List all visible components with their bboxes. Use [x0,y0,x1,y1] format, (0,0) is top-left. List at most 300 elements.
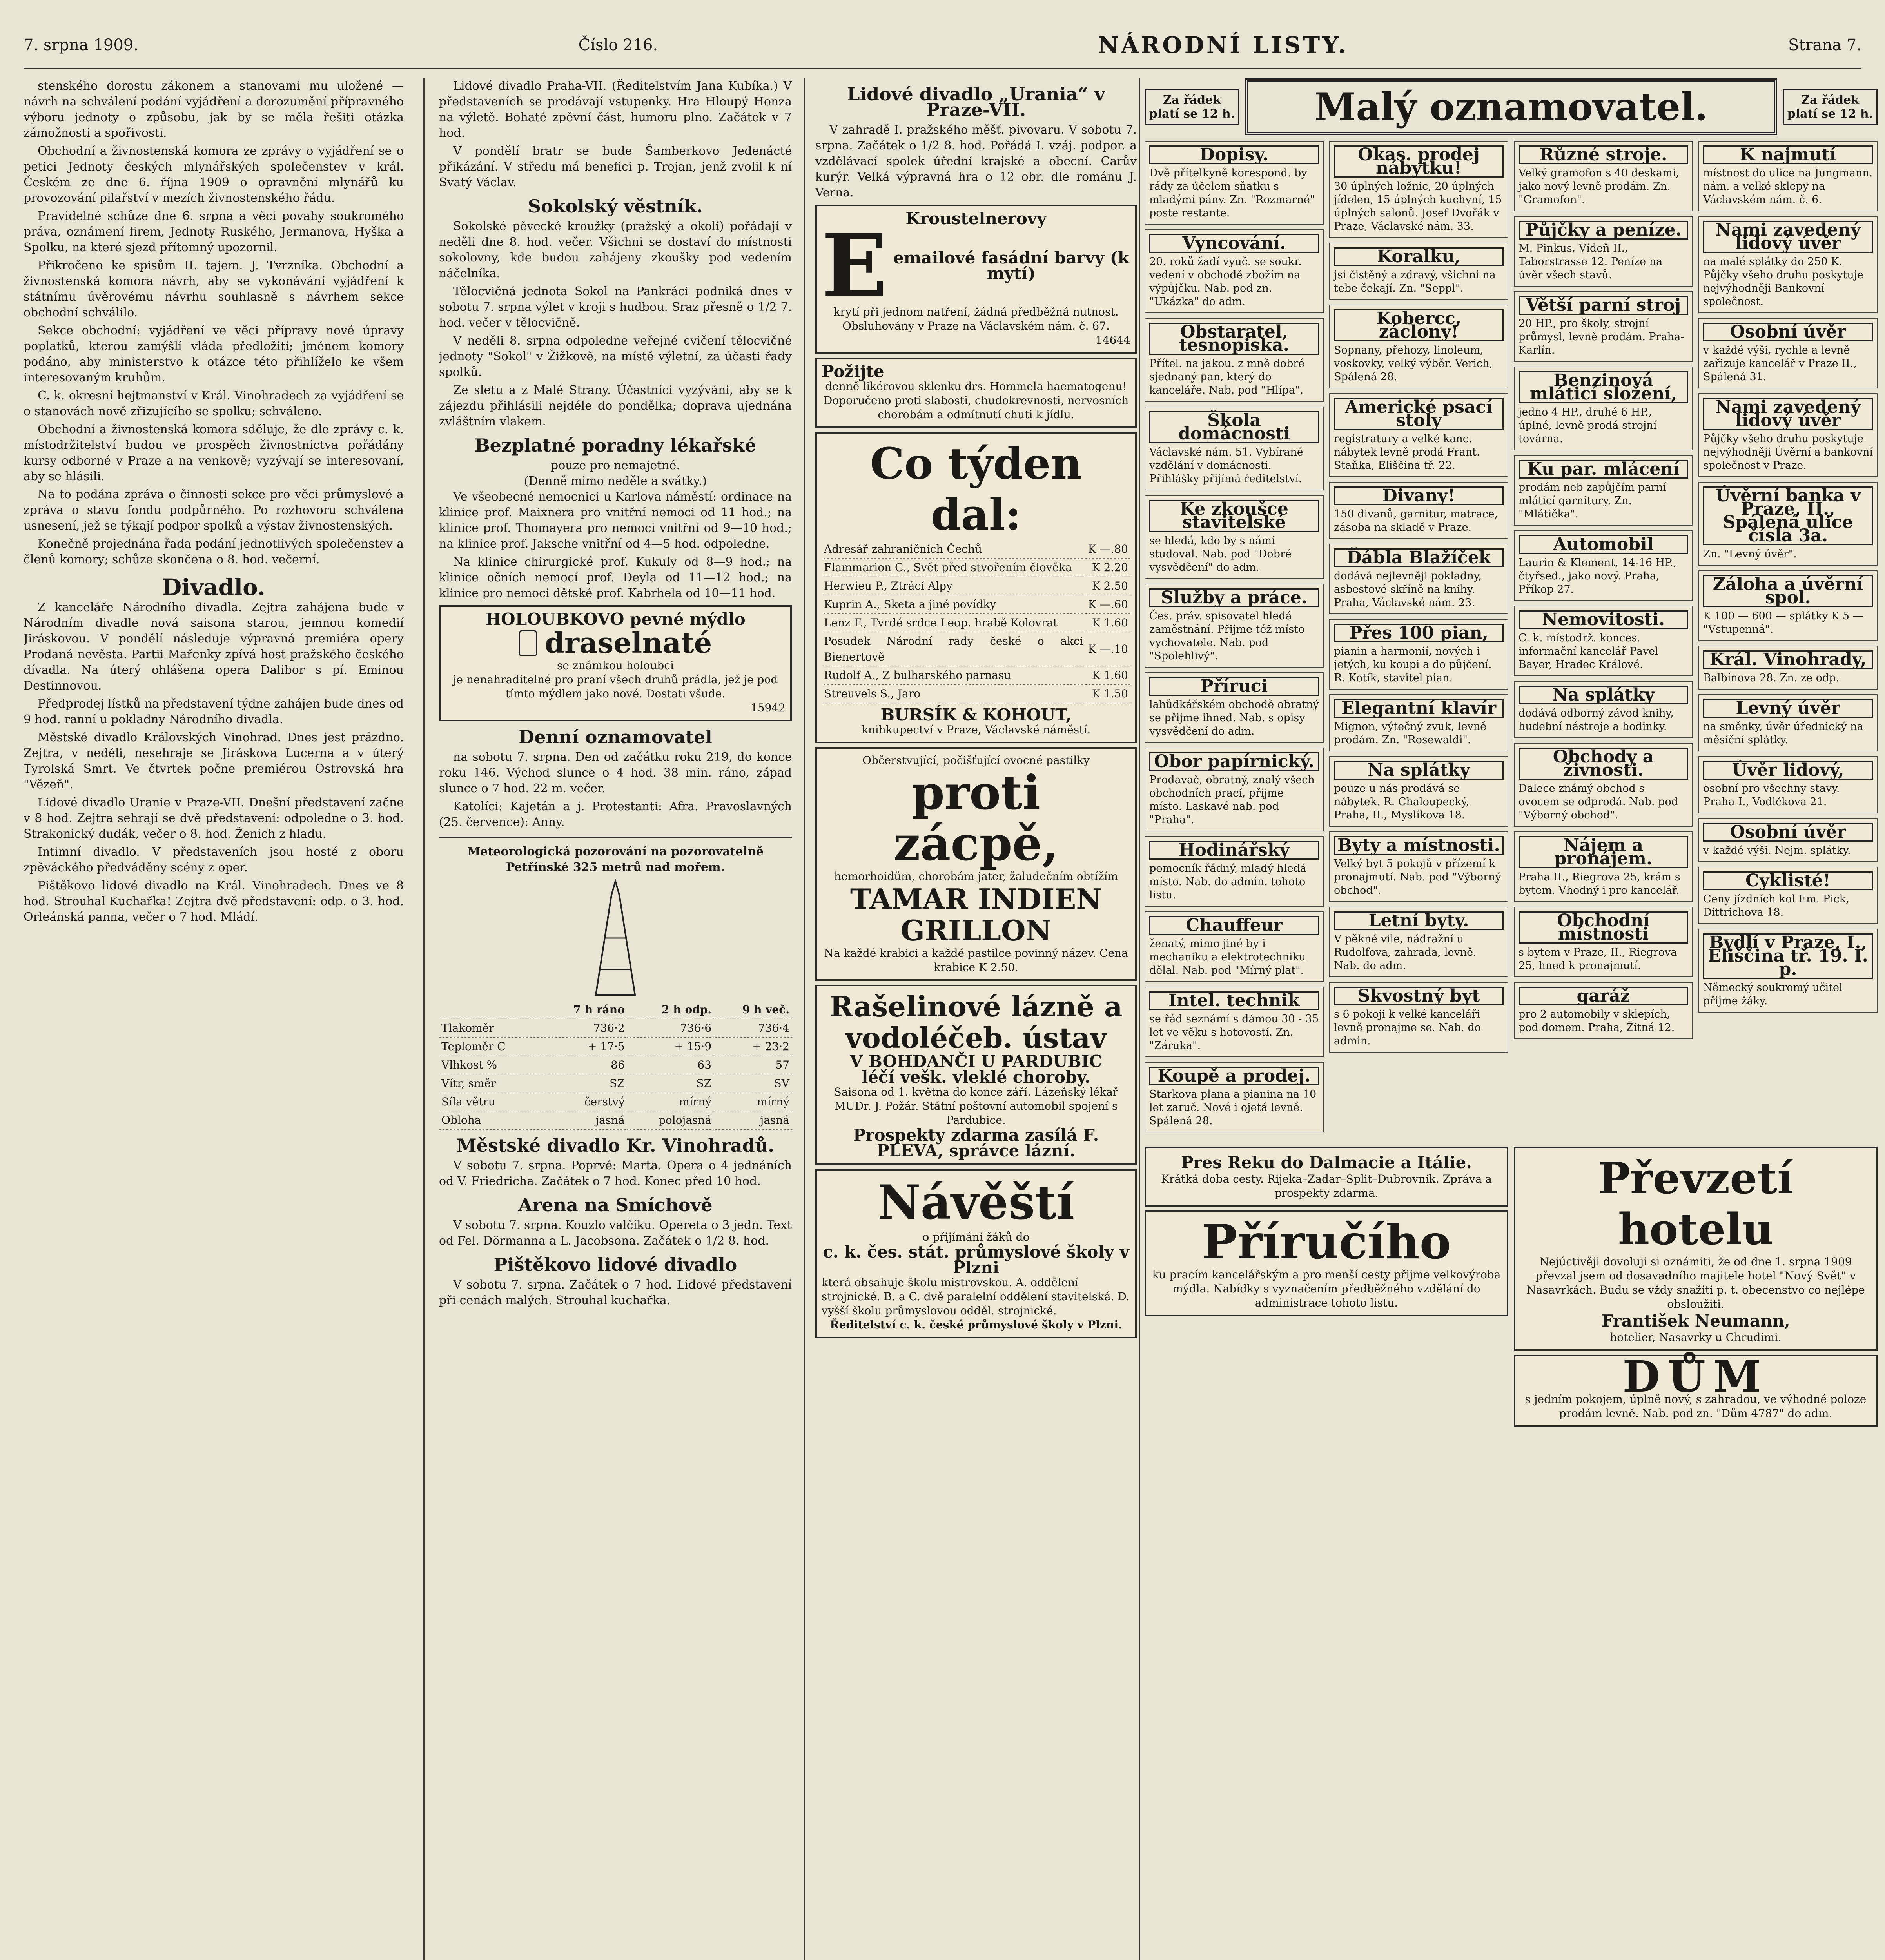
classified-text: Německý soukromý učitel přijme žáky. [1703,982,1843,1007]
classified-heading: Intel. technik [1149,991,1319,1010]
classified-text: jsi čistěný a zdravý, všichni na tebe čekají. Zn. "Seppl". [1334,269,1496,294]
classified-ad [1514,455,1693,526]
news-block [24,78,404,568]
classified-text: osobní pro všechny stavy. Praha I., Vodičkova 21. [1703,782,1840,808]
tamar-foot: Na každé krabici a každé pastilce povinný název. Cena krabice K 2.50. [824,947,1128,974]
classified-ad [1329,393,1508,477]
classified-ad [1698,929,1878,1013]
classified-text: Sopnany, přehozy, linoleum, voskovky, velký výběr. Verich, Spálená 28. [1334,344,1493,383]
classified-heading: Osobní úvěr [1703,323,1873,341]
classified-heading: Služby a práce. [1149,588,1319,607]
classified-ad [1329,141,1508,238]
classified-ad [1145,1062,1324,1132]
classified-ad [1329,907,1508,977]
table-cell: čerstvý [542,1093,627,1111]
classified-text: s 6 pokoji k velké kanceláři levně pronajme se. Nab. do admin. [1334,1008,1481,1047]
column-4-classifieds [1145,78,1878,1960]
paragraph: Předprodej lístků na představení týdne zahájen bude dnes od 9 hod. ranní u pokladny Národního divadla. [24,697,404,726]
classified-ad [1514,141,1693,211]
price-box-left: Za řádek platí se 12 h. [1145,89,1239,125]
table-cell: 736·6 [627,1019,714,1038]
table-row [439,1111,792,1130]
classified-heading: Letní byty. [1334,911,1504,930]
ad-code: 15942 [750,701,786,714]
letter-e-icon: E [822,215,887,316]
table-header-cell [439,1001,542,1019]
classified-ad [1514,291,1693,362]
column-rule [1139,78,1140,1960]
paragraph: na sobotu 7. srpna. Den od začátku roku 219, do konce roku 146. Východ slunce o 4 hod. 38 min. ráno, západ slunce o 7 hod. 22 m. večer. [439,750,792,795]
book-price: K 2.50 [1086,577,1130,595]
ad-code: 14644 [1095,334,1130,347]
paragraph: Tělocvičná jednota Sokol na Pankráci podniká dnes v sobotu 7. srpna výlet v kroji s hudbou. Sraz přesně o 1/2 7. hod. večer v tělocvičně. [439,285,792,330]
classified-text: Přítel. na jakou. z mně dobré sjednaný pan, který do kanceláře. Nab. pod "Hlípa". [1149,358,1305,396]
vinohrady-theatre-text: V sobotu 7. srpna. Poprvé: Marta. Opera o 4 jednáních od V. Friedricha. Začátek o 7 hod. Konec před 10 hod. [439,1159,792,1188]
bursik-heading: BURSÍK & KOHOUT, [880,705,1072,724]
divider [439,837,792,838]
table-row [439,1019,792,1038]
section-heading-pistek: Pištěkovo lidové divadlo [493,1254,737,1275]
column-2 [439,78,792,1960]
classified-text: C. k. místodrž. konces. informační kancelář Pavel Bayer, Hradec Králové. [1519,632,1658,671]
table-cell: SZ [627,1074,714,1093]
table-row [822,614,1130,632]
classified-heading: Na splátky [1334,761,1504,780]
dum-body: s jedním pokojem, úplně nový, s zahradou, ve výhodné poloze prodám levně. Nab. pod zn. "Dům 4787" do adm. [1525,1393,1867,1420]
classified-heading: Úvěrní banka v Praze, II., Spálená ulice čísla 3a. [1703,486,1873,545]
table-cell: SV [714,1074,792,1093]
classified-heading: Levný úvěr [1703,699,1873,718]
classified-heading: Půjčky a peníze. [1519,221,1688,240]
classified-ad [1329,831,1508,902]
classified-ad [1145,318,1324,402]
book-title: Posudek Národní rady české o akci Bienertově [822,632,1086,666]
classified-text: Václavské nám. 51. Vybírané vzdělání v domácnosti. Přihlášky přijímá ředitelství. [1149,446,1303,485]
paragraph: Na klinice chirurgické prof. Kukuly od 8—9 hod.; na klinice očních nemocí prof. Deyla od 11—12 hod.; na klinice pro nemoci dětské prof. Kabrhela od 10—11 hod. [439,555,792,600]
table-cell: Teploměr C [439,1038,542,1056]
classified-ad [1698,393,1878,477]
prirucni-ad [1145,1210,1508,1316]
classified-ad [1145,141,1324,225]
classified-ad [1329,482,1508,539]
classified-text: na malé splátky do 250 K. Půjčky všeho druhu poskytuje nejvýhodněji Bankovní společnost. [1703,256,1864,308]
navesti-sub: o přijímání žáků do [922,1230,1030,1243]
tamar-mid: hemorhoidům, chorobám jater, žaludečním obtížím [834,870,1118,883]
classified-text: lahůdkářském obchodě obratný se přijme ihned. Nab. s opisy vysvědčení do adm. [1149,699,1319,737]
table-cell: mírný [627,1093,714,1111]
lazne-ad [815,985,1137,1165]
classified-ad [1329,544,1508,614]
book-title: Lenz F., Tvrdé srdce Leop. hrabě Kolovrat [822,614,1086,632]
classified-text: pomocník řádný, mladý hledá místo. Nab. do admin. tohoto listu. [1149,862,1306,901]
paragraph: C. k. okresní hejtmanství v Král. Vinohradech za vyjádření se o stanovách nově zřizujícího se spolku; schváleno. [24,389,404,418]
classified-ad [1698,818,1878,862]
paragraph: V pondělí bratr se bude Šamberkovo Jedenácté přikázání. V středu má benefici p. Trojan, jenž zvolil k ní Svatý Václav. [439,144,792,189]
classified-text: jedno 4 HP., druhé 6 HP., úplné, levně prodá strojní továrna. [1519,406,1657,445]
classified-heading: Obstaratel, tesnopiska. [1149,323,1319,355]
classified-ad [1145,407,1324,490]
classified-ad [1698,570,1878,641]
table-cell: jasná [542,1111,627,1130]
section-heading-vinohrady-theatre: Městské divadlo Kr. Vinohradů. [456,1135,775,1156]
table-header-cell: 9 h več. [714,1001,792,1019]
table-row [439,1038,792,1056]
table-header-row [439,1001,792,1019]
dove-logo-icon [519,630,537,656]
navesti-body: která obsahuje školu mistrovskou. A. oddělení strojnické. B. a C. dvě paralelní oddělení stavitelská. D. vyšší školu průmyslovou odděl. strojnické. [822,1276,1130,1317]
classified-heading: Na splátky [1519,686,1688,704]
price-box-right: Za řádek platí se 12 h. [1783,89,1878,125]
tamar-heading: proti zácpě, [893,765,1059,871]
column-rule [804,78,805,1960]
soap-brand: HOLOUBKOVO pevné mýdlo [485,610,746,629]
classified-ad [1698,216,1878,313]
book-price: K —.10 [1086,632,1130,666]
lazne-foot: Prospekty zdarma zasílá F. PLEVA, správce lázní. [853,1125,1099,1160]
paragraph: Konečně projednána řada podání jednotlivých společenstev a členů komory; schůze skončena o 8. hod. večerní. [24,537,404,566]
classified-ad [1514,216,1693,287]
classified-grid [1145,141,1878,1137]
classified-ad [1514,606,1693,676]
tamar-brand: TAMAR INDIEN GRILLON [850,882,1102,947]
book-title: Adresář zahraničních Čechů [822,540,1086,559]
classified-heading: Obchodní místnosti [1519,911,1688,944]
kroustelner-ad [815,205,1137,354]
classified-heading: Americké psací stoly [1334,398,1504,430]
table-row [439,1074,792,1093]
table-cell: 736·4 [714,1019,792,1038]
classified-heading: garáž [1519,987,1688,1005]
issue-number: Číslo 216. [578,36,658,54]
classified-heading: Škola domácnosti [1149,411,1319,443]
classifieds-title: Malý oznamovatel. [1245,78,1777,135]
kroustelner-body: krytí při jednom natření, žádná předběžná nutnost. Obsluhovány v Praze na Václavském nám. č. 67. [833,305,1119,332]
classified-text: Zn. "Levný úvěr". [1703,548,1797,560]
classified-heading: Chauffeur [1149,916,1319,935]
hotel-heading: Převzetí hotelu [1598,1153,1794,1254]
classified-heading: Koralku, [1334,247,1504,266]
section-heading-hospital: Bezplatné poradny lékařské [474,435,757,456]
classified-ad [1145,911,1324,982]
paragraph: Lidové divadlo Uranie v Praze-VII. Dnešní představení začne v 8 hod. Zejtra sehrají se dvě představení: odpoledne o 3. hod. Strakonický dudák, večer o 8. hod. Ženich z hladu. [24,796,404,841]
shipping-body: Krátká doba cesty. Rijeka–Zadar–Split–Dubrovník. Zpráva a prospekty zdarma. [1161,1172,1492,1200]
classified-ad [1329,619,1508,690]
classified-text: na směnky, úvěr úřednický na měsíční splátky. [1703,720,1863,746]
section-heading-sokol: Sokolský věstník. [528,196,703,217]
classified-heading: Obchody a živnosti. [1519,748,1688,780]
shipping-heading: Pres Reku do Dalmacie a Itálie. [1181,1153,1472,1172]
paragraph: Sokolské pěvecké kroužky (pražský a okolí) pořádají v neděli dne 8. hod. večer. Všichni se dostaví do místnosti sokolovny, kde budou zahájeny zkoušky pod vedením náčelníka. [439,220,792,280]
classified-ad [1514,367,1693,450]
hotel-body: Nejúctivěji dovoluji si oznámiti, že od dne 1. srpna 1909 převzal jsem od dosavadního majitele hotel "Nový Svět" v Nasavrkách. Budu se vždy snažiti p. t. obecenstvo co nejlépe obsloužiti. [1526,1255,1865,1310]
co-tyden-dal-ad [815,432,1137,743]
classified-ad [1145,229,1324,313]
table-cell: Vítr, směr [439,1074,542,1093]
navesti-school: c. k. čes. stát. průmyslové školy v Plzni [823,1242,1129,1277]
classified-column [1514,141,1693,1137]
kroustelner-title: Kroustelnerovy [905,209,1047,228]
soap-ad [439,605,792,721]
co-tyden-heading: Co týden dal: [870,438,1082,540]
paragraph: Pravidelné schůze dne 6. srpna a věci povahy soukromého práva, oznámení firem, Jednoty Ruského, Jermanova, Hyška a Spolku, na které sjezd přítomný upozornil. [24,209,404,254]
table-cell: + 15·9 [627,1038,714,1056]
classified-heading: Koupě a prodej. [1149,1067,1319,1085]
paragraph: Ve všeobecné nemocnici u Karlova náměstí: ordinace na klinice prof. Maixnera pro vnitřní nemoci od 11 hod.; na klinice prof. Thomayera pro nemoci vnitřní od 9—10 hod.; na klinice prof. Jaksche vnitřní od 4—5 hod. odpoledne. [439,490,792,551]
table-row [822,632,1130,666]
classified-ad [1514,743,1693,827]
classified-heading: Nájem a pronájem. [1519,836,1688,868]
pozijte-body: denně likérovou sklenku drs. Hommela haematogenu! Doporučeno proti slabosti, chudokrevnosti, nervosních chorobám a odmítnutí chuti k jídlu. [823,380,1129,421]
paragraph: Na to podána zpráva o činnosti sekce pro věci průmyslové a zpráva o stavu fondu podpůrného. Po rozhovoru schválena usnesení, jež se týkají podpor spolků a výstav živnostenských. [24,488,404,533]
hospital-notices [439,489,792,601]
soap-subline: se známkou holoubci [557,659,674,672]
book-price: K 1.60 [1086,666,1130,685]
classified-heading: Nami zavedený lidový úvěr [1703,398,1873,430]
classified-heading: Nemovitosti. [1519,610,1688,629]
table-row [822,559,1130,577]
issue-date: 7. srpna 1909. [24,36,138,54]
classified-ad [1145,987,1324,1057]
meteo-table [439,1001,792,1130]
classified-heading: Vyncování. [1149,234,1319,253]
masthead [24,24,1861,69]
classified-text: Dvě přítelkyně korespond. by rády za účelem sňatku s mladými pány. Zn. "Rozmarné" poste restante. [1149,167,1315,219]
prirucni-heading: Příručího [1202,1214,1451,1270]
tamar-ad [815,747,1137,981]
lazne-place: V BOHDANČI U PARDUBIC [850,1052,1102,1071]
paragraph: Ze sletu a z Malé Strany. Účastníci vyzýváni, aby se k zájezdu přihlásili nejdéle do pondělka; doprava ujednána zvláštním vlakem. [439,383,792,428]
hotel-ad [1514,1147,1878,1351]
table-cell: Obloha [439,1111,542,1130]
classified-text: 30 úplných ložnic, 20 úplných jídelen, 15 úplných kuchyní, 15 úplných salonů. Josef Dvořák v Praze, Václavské nám. 33. [1334,180,1502,232]
classified-heading: Větší parní stroj [1519,296,1688,315]
book-price: K 1.50 [1086,685,1130,703]
table-cell: jasná [714,1111,792,1130]
navesti-ad [815,1169,1137,1338]
classified-ad [1145,836,1324,907]
dum-ad [1514,1351,1878,1427]
classified-text: pro 2 automobily v sklepích, pod domem. Praha, Žitná 12. [1519,1008,1675,1034]
classified-text: pouze u nás prodává se nábytek. R. Chaloupecký, Praha, II., Myslíkova 18. [1334,782,1470,821]
column-rule [423,78,425,1960]
soap-name: draselnaté [544,626,712,659]
paragraph: Městské divadlo Královských Vinohrad. Dnes jest prázdno. Zejtra, v neděli, nesehraje se Jiráskova Lucerna a v úterý Tyrolská Smrt. Ve čtvrtek počne premiérou Ostrovská hra "Vězeň". [24,731,404,791]
newspaper-title: NÁRODNÍ LISTY. [1098,32,1348,58]
paragraph: Sekce obchodní: vyjádření ve věci přípravy nové úpravy poplatků, kterou zamýšlí vláda předložiti; jménem komory podáno, aby ministerstvo k otázce této přihlíželo ke všem interesovaným kruhům. [24,324,404,385]
classified-heading: Dopisy. [1149,145,1319,164]
classified-text: 20. roků žadí vyuč. se soukr. vedení v obchodě zbožím na výpůjčku. Nab. pod zn. "Ukázka" do adm. [1149,256,1302,308]
classified-ad [1698,318,1878,388]
classified-text: Starkova plana a pianina na 10 let zaruč. Nové i ojetá levně. Spálená 28. [1149,1088,1317,1127]
column-1 [24,78,404,1960]
classified-ad [1329,982,1508,1053]
book-title: Kuprin A., Sketa a jiné povídky [822,595,1086,614]
classified-text: V pěkné vile, nádražní u Rudolfova, zahrada, levně. Nab. do adm. [1334,933,1477,972]
theatre-news-block [24,600,404,925]
table-cell: mírný [714,1093,792,1111]
classified-text: Velký gramofon s 40 deskami, jako nový levně prodám. Zn. "Gramofon". [1519,167,1679,206]
classified-text: ženatý, mimo jiné by i mechaniku a elektrotechniku dělal. Nab. pod "Mírný plat". [1149,938,1306,976]
pistek-text: V sobotu 7. srpna. Začátek o 7 hod. Lidové představení při cenách malých. Strouhal kuchařka. [439,1278,792,1307]
classified-heading: Různé stroje. [1519,145,1688,164]
section-heading-smichov: Arena na Smíchově [518,1194,713,1216]
meteo-heading: Meteorologická pozorování na pozorovatelně Petřínské 325 metrů nad mořem. [467,845,764,874]
lazne-sub: léčí vešk. vleklé choroby. [862,1067,1090,1087]
paragraph: Obchodní a živnostenská komora sděluje, že dle zprávy c. k. místodržitelství budou ve prospěch živnostnictva pořádány kursy odborné v Praze a na venkově; vyzývají se interesovaní, aby se hlásili. [24,423,404,483]
sokol-news [439,219,792,430]
classified-ad [1145,584,1324,668]
petrin-tower-icon [592,879,639,997]
paragraph: Z kanceláře Národního divadla. Zejtra zahájena bude v Národním divadle nová saisona starou, jemnou komedií Jiráskovou. V pondělí následuje výpravná premiéra opery Prodaná nevěsta. Partii Mařenky zpívá host pražského českého dívadla. Na úterý ohlášena opera Dalibor s pí. Eminou Destinnovou. [24,601,404,693]
navesti-foot: Ředitelství c. k. české průmyslové školy v Plzni. [830,1318,1122,1331]
table-cell: polojasná [627,1111,714,1130]
paragraph: Přikročeno ke spisům II. tajem. J. Tvrzníka. Obchodní a živnostenská komora návrh, aby se vykonávání vyjádření k státnímu úvěrovému návrhu souhlasně s návrhem sekce obchodní schválilo. [24,259,404,319]
table-header-cell: 2 h odp. [627,1001,714,1019]
shipping-ad [1145,1147,1508,1207]
classified-ad [1514,681,1693,738]
book-price: K 2.20 [1086,559,1130,577]
pozijte-heading: Požijte [822,362,884,381]
hospital-subheading: pouze pro nemajetné. [551,459,680,472]
classified-heading: Ku par. mlácení [1519,460,1688,479]
classified-text: se řád seznámí s dámou 30 - 35 let ve věku s hotovostí. Zn. "Záruka". [1149,1013,1319,1052]
table-cell: Síla větru [439,1093,542,1111]
classified-ad [1698,646,1878,690]
paragraph: Lidové divadlo Praha-VII. (Ředitelstvím Jana Kubíka.) V představeních se prodávají vstupenky. Hra Hloupý Honza na výletě. Bohaté zpěvní část, humoru plno. Začátek v 7 hod. [439,79,792,140]
table-cell: SZ [542,1074,627,1093]
book-title: Streuvels S., Jaro [822,685,1086,703]
classified-ad [1514,530,1693,601]
classified-text: pianin a harmonií, nových i jetých, ku koupi a do půjčení. R. Kotík, stavitel pian. [1334,645,1492,684]
classified-column [1145,141,1324,1137]
classified-ad [1698,867,1878,924]
classified-heading: Okas. prodej nábytku! [1334,145,1504,178]
bursik-sub: knihkupectví v Praze, Václavské náměstí. [861,723,1091,736]
table-cell: Vlhkost % [439,1056,542,1074]
table-cell: + 17·5 [542,1038,627,1056]
paragraph: Katolíci: Kajetán a j. Protestanti: Afra. Pravoslavných (25. července): Anny. [439,800,792,829]
classified-heading: Hodinářský [1149,841,1319,860]
table-cell: 86 [542,1056,627,1074]
book-price: K —.60 [1086,595,1130,614]
classified-text: Dalece známý obchod s ovocem se odprodá. Nab. pod "Výborný obchod". [1519,782,1678,821]
classified-heading: Nami zavedený lidový úvěr [1703,221,1873,253]
classified-heading: Ďábla Blažíček [1334,548,1504,567]
classified-text: Čes. práv. spisovatel hledá zaměstnání. Přijme též místo vychovatele. Nab. pod "Spolehlivý". [1149,610,1305,662]
classified-heading: Cyklisté! [1703,871,1873,890]
paragraph: Intimní divadlo. V představeních jsou hosté z oboru zpěváckého předváděny scény z oper. [24,845,404,875]
table-cell: 736·2 [542,1019,627,1038]
classified-heading: Obor papírnický. [1149,752,1319,771]
classifieds-banner [1145,78,1878,135]
classified-heading: Byty a místnosti. [1334,836,1504,855]
table-cell: 63 [627,1056,714,1074]
classified-text: dodává nejlevněji pokladny, asbestové skříně na knihy. Praha, Václavské nám. 23. [1334,570,1482,609]
classified-heading: Automobil [1519,535,1688,554]
classified-heading: Bydlí v Praze, I., Eliščina tř. 19. I. p. [1703,933,1873,979]
classified-text: se hledá, kdo by s námi studoval. Nab. pod "Dobré vysvědčení" do adm. [1149,535,1292,573]
kroustelner-name: emailové fasádní barvy (k mytí) [893,248,1129,283]
classified-heading: Osobní úvěr [1703,823,1873,842]
table-cell: + 23·2 [714,1038,792,1056]
classified-text: Ceny jízdních kol Em. Pick, Dittrichova 18. [1703,893,1849,918]
classified-heading: Benzinová mláticí složení, [1519,371,1688,403]
classified-text: v každé výši, rychle a levně zařizuje kancelář v Praze II., Spálená 31. [1703,344,1857,383]
classified-text: Mignon, výtečný zvuk, levně prodám. Zn. "Rosewaldi". [1334,720,1487,746]
column-3 [815,78,1137,1960]
classified-ad [1145,748,1324,831]
book-title: Flammarion C., Svět před stvořením člověka [822,559,1086,577]
classified-text: Půjčky všeho druhu poskytuje nejvýhodněji Úvěrní a bankovní společnost v Praze. [1703,433,1873,472]
table-row [822,595,1130,614]
classified-ad [1698,482,1878,566]
classified-text: Velký byt 5 pokojů v přízemí k pronajmutí. Nab. pod "Výborný obchod". [1334,858,1501,897]
table-cell: 57 [714,1056,792,1074]
classified-column [1329,141,1508,1137]
book-title: Rudolf A., Z bulharského parnasu [822,666,1086,685]
table-row [822,685,1130,703]
classified-ad [1145,495,1324,579]
prirucni-body: ku pracím kancelářským a pro menší cesty přijme velkovýroba mýdla. Nabídky s vyznačením předběžného vzdělání do administrace tohoto listu. [1152,1268,1501,1309]
classified-heading: Král. Vinohrady, [1703,650,1873,669]
classified-heading: Přes 100 pian, [1334,624,1504,642]
classified-ad [1329,243,1508,300]
table-row [822,666,1130,685]
classified-ad [1698,141,1878,211]
section-heading-divadlo: Divadlo. [161,574,266,601]
lazne-heading: Rašelinové lázně a vodoléčeb. ústav [829,990,1123,1054]
classified-text: prodám neb zapůjčím parní mláticí garnitury. Zn. "Mlátička". [1519,481,1666,520]
classified-text: s bytem v Praze, II., Riegrova 25, hned k pronajmutí. [1519,946,1677,972]
book-list-table [822,540,1130,703]
table-row [439,1056,792,1074]
classified-heading: Elegantní klavír [1334,699,1504,718]
book-price: K —.80 [1086,540,1130,559]
classified-heading: K najmutí [1703,145,1873,164]
pozijte-ad [815,358,1137,428]
navesti-heading: Návěští [877,1175,1075,1230]
classified-text: 150 divanů, garnitur, matrace, zásoba na skladě v Praze. [1334,508,1498,534]
classified-ad [1698,694,1878,751]
classified-text: Balbínova 28. Zn. ze odp. [1703,672,1840,684]
classified-text: registratury a velké kanc. nábytek levně prodá Frant. Staňka, Eliščina tř. 22. [1334,433,1480,472]
classified-text: M. Pinkus, Vídeň II., Taborstrasse 12. Peníze na úvěr všech stavů. [1519,242,1663,281]
uranie-text: V zahradě I. pražského měšť. pivovaru. V sobotu 7. srpna. Začátek o 1/2 8. hod. Pořádá I. vzáj. podpor. a vzdělávací spolek úřední krajské a obecní. Carův kurýr. Velká výpravná hra o 12 obr. dle románu J. Verna. [815,123,1137,200]
classified-heading: Příruci [1149,677,1319,696]
hotel-sign-2: hotelier, Nasavrky u Chrudimi. [1610,1331,1782,1344]
book-price: K 1.60 [1086,614,1130,632]
paragraph: Pištěkovo lidové divadlo na Král. Vinohradech. Dnes ve 8 hod. Strouhal Kuchařka! Zejtra dvě představení: odp. o 3. hod. Orleánská panna, večer o 7 hod. Mládí. [24,879,404,924]
table-row [822,540,1130,559]
classified-text: v každé výši. Nejm. splátky. [1703,844,1851,857]
classified-text: dodává odborný závod knihy, hudební nástroje a hodinky. [1519,707,1674,733]
tamar-pre: Občerstvující, počišťující ovocné pastilky [862,754,1090,767]
table-row [822,577,1130,595]
classified-ad [1514,907,1693,977]
uranie-heading: Lidové divadlo „Urania“ v Praze-VII. [847,83,1105,120]
classified-heading: Úvěr lidový, [1703,761,1873,780]
classified-heading: Kobercc, záclony! [1334,309,1504,341]
table-row [439,1093,792,1111]
paragraph: Obchodní a živnostenská komora ze zprávy o vyjádření se o petici Jednoty českých mlynářských společenstev v král. Českém ze dne 6. října 1909 o opravnění mlynářů ku provozování pilařství v mezích živnostenského řádu. [24,144,404,205]
hotel-sign: František Neumann, [1601,1311,1790,1330]
classified-ad [1698,756,1878,813]
dum-heading: DŮM [1622,1351,1769,1402]
page-number: Strana 7. [1788,36,1861,54]
classified-text: 20 HP., pro školy, strojní průmysl, levně prodám. Praha-Karlín. [1519,318,1684,356]
classified-ad [1514,831,1693,902]
lazne-body: Saisona od 1. května do konce září. Lázeňský lékař MUDr. J. Požár. Státní poštovní automobil spojení s Pardubice. [834,1085,1118,1127]
